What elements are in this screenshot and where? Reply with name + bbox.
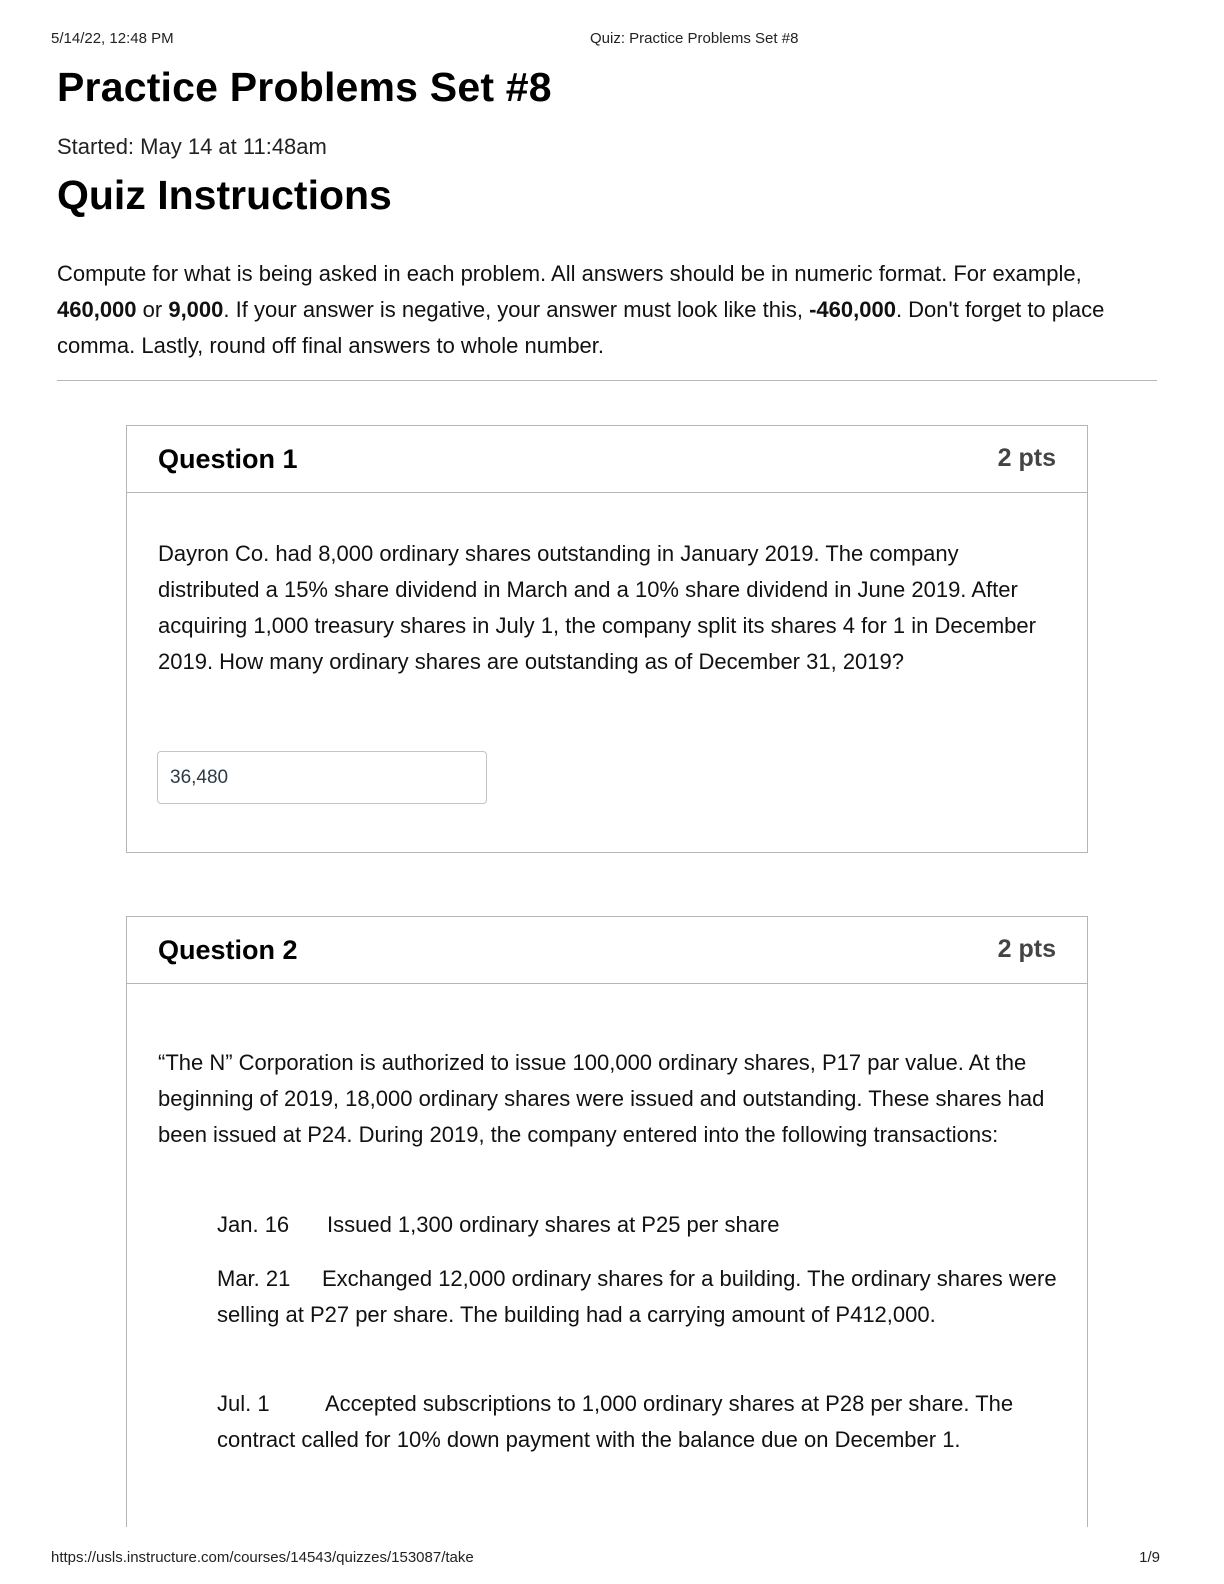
question-name: Question 2 [158,935,298,965]
transaction-item [217,1207,1057,1243]
print-url: https://usls.instructure.com/courses/14543/quizzes/153087/take [51,1549,474,1566]
transaction-text: Accepted subscriptions to 1,000 ordinary shares at P28 per share. The contract called for 10% down payment with the balance due on December 1. [217,1391,1014,1452]
example-small: 9,000 [168,297,224,322]
transaction-item [217,1261,1057,1333]
transaction-date: Jan. 16 [217,1212,290,1237]
started-timestamp: Started: May 14 at 11:48am [57,134,327,159]
transaction-date: Jul. 1 [217,1391,270,1416]
page-title: Practice Problems Set #8 [57,64,552,110]
question-points: 2 pts [997,935,1056,963]
instructions-heading: Quiz Instructions [57,172,392,218]
question-header [127,917,1087,984]
instructions-text: Compute for what is being asked in each problem. All answers should be in numeric format. For example, 460,000 or 9,000. If your answer is negative, your answer must look like this, -460,000. Don't forget to place comma. Lastly, round off final answers to whole number. [57,261,1105,358]
transaction-text: Issued 1,300 ordinary shares at P25 per share [327,1212,780,1237]
question-text: “The N” Corporation is authorized to issue 100,000 ordinary shares, P17 par value. At the beginning of 2019, 18,000 ordinary shares were issued and outstanding. These shares had been issued at P24. During 2019, the company entered into the following transactions: [158,1050,1045,1147]
transaction-item [217,1386,1057,1458]
question-header [127,426,1087,493]
transaction-date: Mar. 21 [217,1266,291,1291]
question-card-2 [126,916,1088,1527]
print-page-title: Quiz: Practice Problems Set #8 [590,30,799,47]
example-positive: 460,000 [57,297,137,322]
print-datetime: 5/14/22, 12:48 PM [51,30,174,47]
print-page-number: 1/9 [1139,1549,1160,1566]
transaction-text: Exchanged 12,000 ordinary shares for a building. The ordinary shares were selling at P27 per share. The building had a carrying amount of P412,000. [217,1266,1057,1327]
question-name: Question 1 [158,444,298,474]
question-card-1 [126,425,1088,853]
question-points: 2 pts [997,444,1056,472]
example-negative: -460,000 [809,297,896,322]
divider [57,380,1157,381]
answer-input[interactable] [157,751,487,804]
question-text: Dayron Co. had 8,000 ordinary shares outstanding in January 2019. The company distributed a 15% share dividend in March and a 10% share dividend in June 2019. After acquiring 1,000 treasury shares in July 1, the company split its shares 4 for 1 in December 2019. How many ordinary shares are outstanding as of December 31, 2019? [158,541,1036,674]
